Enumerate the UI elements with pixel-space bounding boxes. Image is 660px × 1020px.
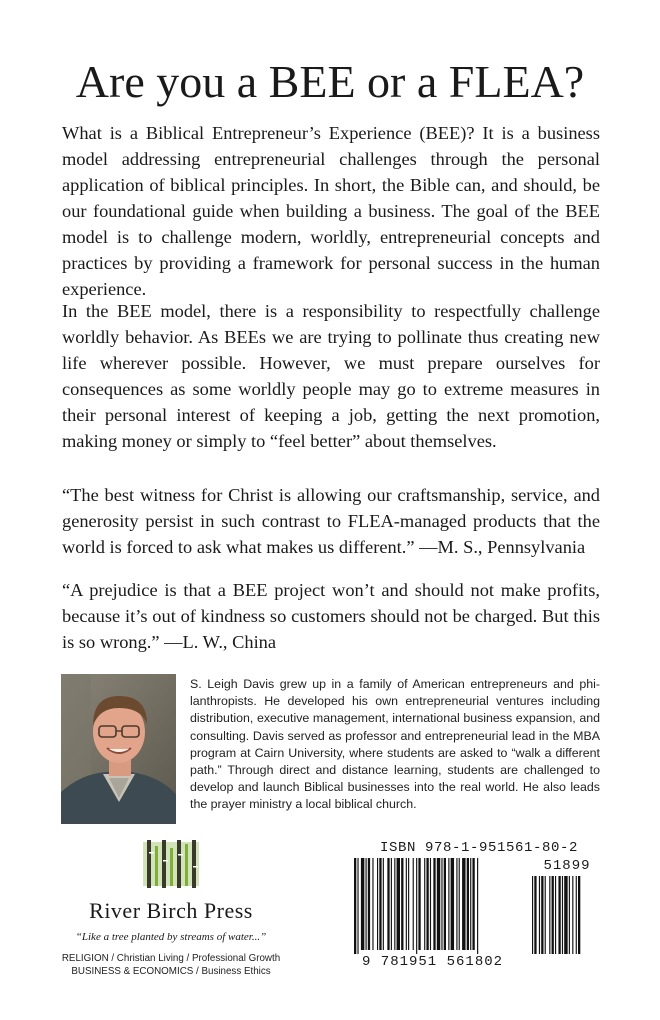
barcode-addon-bar	[541, 876, 543, 954]
barcode-bar	[444, 858, 446, 950]
barcode-bar	[467, 858, 469, 950]
barcode-bar	[377, 858, 378, 950]
barcode-bar	[394, 858, 395, 950]
barcode-bar	[372, 858, 373, 950]
barcode-bar	[401, 858, 403, 950]
barcode-bar	[462, 858, 465, 950]
barcode-addon-bar	[562, 876, 563, 954]
barcode-bar	[354, 858, 356, 954]
barcode-bar	[391, 858, 392, 950]
barcode-bar	[387, 858, 389, 950]
price-addon-digits: 51899	[543, 858, 591, 874]
barcode-bar	[448, 858, 449, 950]
barcode-bar	[456, 858, 457, 950]
barcode-bar	[426, 858, 428, 950]
barcode-addon-bar	[558, 876, 560, 954]
testimonial-quote-china: “A prejudice is that a BEE project won’t and should not make profits, because it’s out of kindness so customers should not be charged. But this is so wrong.” —L. W., China	[62, 580, 600, 652]
barcode-bar	[408, 858, 409, 950]
river-birch-logo-icon	[141, 838, 201, 890]
barcode-bar	[433, 858, 435, 950]
barcode-addon-bar	[549, 876, 550, 954]
barcode-bar	[437, 858, 440, 950]
barcode-addon-bar	[545, 876, 546, 954]
barcode-bar	[459, 858, 460, 950]
barcode-addon-bar	[576, 876, 577, 954]
barcode-bar	[357, 858, 358, 954]
publisher-block	[56, 838, 286, 978]
barcode-bar	[441, 858, 442, 950]
barcode-addon-bar	[578, 876, 580, 954]
barcode-number: 9 781951 561802	[362, 954, 504, 970]
barcode-bar	[470, 858, 471, 950]
barcode-addon-bar	[539, 876, 540, 954]
barcode-bar	[379, 858, 381, 950]
bee-model-paragraph: In the BEE model, there is a responsibility to respectfully challenge worldly behavior. As BEEs we are trying to pollinate thus creating new life wherever possible. However, we must prepare ourselves for consequences as some worldly people may go to extreme measures in their personal interest of keeping a job, getting the next promotion, making money or simply to “feel better” about themselves.	[62, 301, 600, 451]
barcode-bar	[397, 858, 400, 950]
publisher-tagline: “Like a tree planted by streams of water...”	[75, 931, 267, 943]
bisac-categories	[56, 952, 286, 978]
intro-paragraph: What is a Biblical Entrepreneur’s Experience (BEE)? It is a business model addressing entrepreneurial challenges through the personal application of biblical principles. In short, the Bible can, and should, be our foundational guide when building a business. The goal of the BEE model is to challenge modern, worldly, entrepreneurial concepts and practices by providing a framework for personal success in the human experience.	[62, 123, 600, 299]
barcode-addon-bar	[569, 876, 570, 954]
category-business: BUSINESS & ECONOMICS / Business Ethics	[71, 966, 271, 977]
barcode-bar	[477, 858, 478, 954]
barcode-bars	[348, 858, 610, 954]
barcode-addon-bar	[555, 876, 556, 954]
isbn-barcode	[348, 840, 610, 975]
author-bio: S. Leigh Davis grew up in a family of American entrepreneurs and philanthropists. He developed his own entrepreneurial ventures including distribution, executive management, international business expansion, and consulting. Davis served as professor and entrepreneurial lead in the MBA program at Cairn University, where students are asked to “walk a different path.” Through direct and distance learning, students are challenged to develop and launch Biblical businesses into the real world. He also leads the prayer ministry a local biblical church.	[190, 677, 600, 812]
category-religion: RELIGION / Christian Living / Professional Growth	[61, 953, 281, 964]
barcode-bar	[430, 858, 431, 950]
testimonial-quote-pennsylvania: “The best witness for Christ is allowing our craftsmanship, service, and generosity persist in such contrast to FLEA-managed products that the world is forced to ask what makes us different.” —M. S., Pennsylvania	[62, 485, 600, 557]
barcode-bar	[383, 858, 384, 950]
barcode-bar	[451, 858, 454, 950]
isbn-label: ISBN 978-1-951561-80-2	[379, 840, 579, 856]
barcode-bar	[413, 858, 414, 950]
barcode-bar	[368, 858, 370, 950]
barcode-bar	[424, 858, 425, 950]
barcode-addon-bar	[572, 876, 573, 954]
book-title: Are you a BEE or a FLEA?	[75, 56, 585, 107]
barcode-bar	[406, 858, 407, 950]
barcode-bar	[418, 858, 420, 950]
publisher-name: River Birch Press	[89, 898, 253, 923]
barcode-bar	[472, 858, 474, 950]
barcode-addon-bar	[534, 876, 536, 954]
barcode-addon-bar	[552, 876, 554, 954]
barcode-bar	[366, 858, 367, 950]
barcode-bar	[416, 858, 417, 954]
author-portrait-illustration	[61, 674, 176, 824]
barcode-addon-bar	[532, 876, 533, 954]
barcode-addon-bar	[564, 876, 567, 954]
barcode-bar	[361, 858, 364, 950]
author-photo	[61, 674, 176, 824]
